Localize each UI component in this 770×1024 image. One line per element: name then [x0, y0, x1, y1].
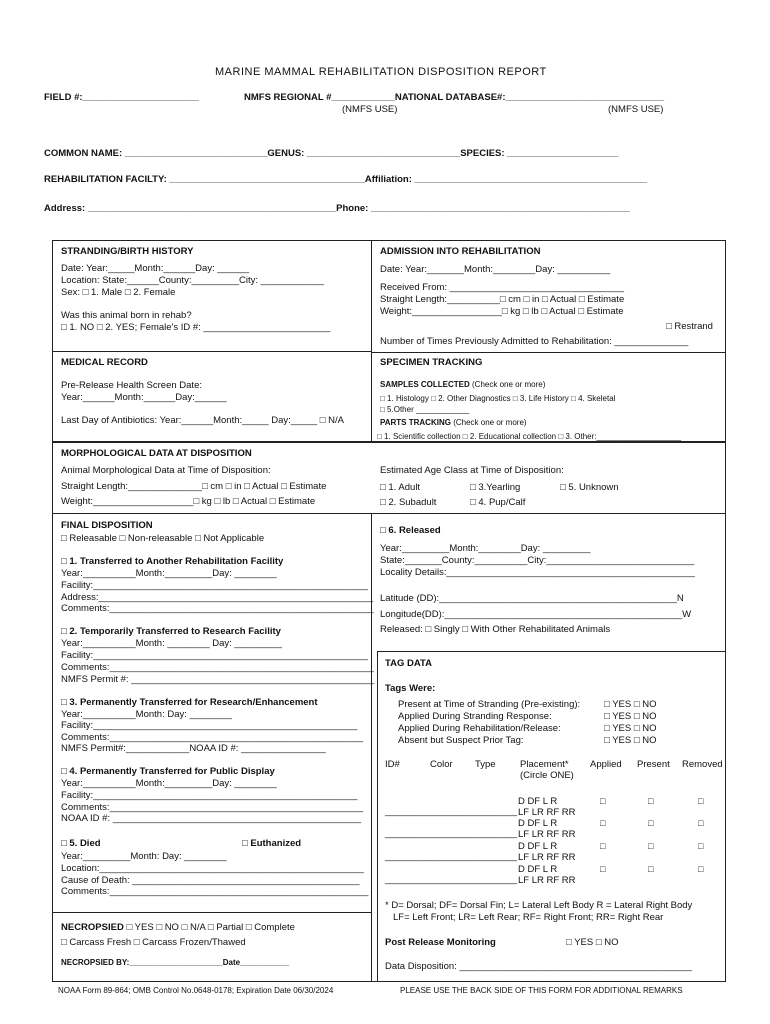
tag-row-4-place1[interactable]: D DF L R — [518, 864, 558, 875]
nmfs-use-label: (NMFS USE) — [342, 104, 398, 115]
t1-facility[interactable]: Facility:____________________________________________________ — [61, 580, 368, 591]
tag-row-1-place1[interactable]: D DF L R — [518, 796, 558, 807]
tag-row-4-applied[interactable]: □ — [600, 864, 606, 874]
tag-row-1-id[interactable]: _________________________ — [385, 806, 518, 817]
tags-were-label: Tags Were: — [385, 683, 436, 694]
longitude-field[interactable]: Longitude(DD):_____________________________________________W — [380, 609, 692, 620]
died-checkbox[interactable]: □ 5. Died — [61, 838, 101, 849]
necropsied-by[interactable]: NECROPSIED BY:_____________________Date___________ — [61, 958, 290, 967]
antibiotics-date[interactable]: Last Day of Antibiotics: Year:______Month:_____ Day:_____ □ N/A — [61, 415, 345, 426]
born-question: Was this animal born in rehab? — [61, 310, 192, 321]
nmfs-use-label-2: (NMFS USE) — [608, 104, 664, 115]
facility-field[interactable]: REHABILITATION FACILTY: _____________________________________Affiliation: ____________________________________________ — [44, 174, 647, 185]
tag-row-2-place2[interactable]: LF LR RF RR — [518, 829, 576, 840]
col-type: Type — [475, 759, 496, 770]
t2-permit[interactable]: NMFS Permit #: ______________________________________________ — [61, 674, 375, 685]
tag-row-4-removed[interactable]: □ — [698, 864, 704, 874]
tag-row-4-place2[interactable]: LF LR RF RR — [518, 875, 576, 886]
col-applied: Applied — [590, 759, 622, 770]
samples-options[interactable]: □ 1. Histology □ 2. Other Diagnostics □ 3. Life History □ 4. Skeletal — [380, 394, 616, 403]
euthanized-checkbox[interactable]: □ Euthanized — [242, 838, 302, 849]
col-circle: (Circle ONE) — [520, 770, 574, 781]
age-pup[interactable]: □ 4. Pup/Calf — [470, 497, 526, 508]
tag-title: TAG DATA — [385, 658, 432, 669]
address-field[interactable]: Address: _______________________________________________Phone: _________________________________________________ — [44, 203, 630, 214]
locality-details[interactable]: Locality Details:_______________________________________________ — [380, 567, 695, 578]
t1-comments[interactable]: Comments:__________________________________________________ — [61, 603, 374, 614]
form-title: MARINE MAMMAL REHABILITATION DISPOSITION REPORT — [215, 66, 547, 78]
transfer-1-title[interactable]: □ 1. Transferred to Another Rehabilitation Facility — [61, 556, 284, 567]
tag-q3: Applied During Rehabilitation/Release: — [398, 723, 561, 734]
t5-location[interactable]: Location:__________________________________________________ — [61, 863, 364, 874]
transfer-2-title[interactable]: □ 2. Temporarily Transferred to Research Facility — [61, 626, 281, 637]
morph-length[interactable]: Straight Length:______________□ cm □ in □ Actual □ Estimate — [61, 481, 327, 492]
t5-cause[interactable]: Cause of Death: ___________________________________________ — [61, 875, 360, 886]
final-options[interactable]: □ Releasable □ Non-releasable □ Not Applicable — [61, 533, 265, 544]
tag-row-3-applied[interactable]: □ — [600, 841, 606, 851]
tag-q2: Applied During Stranding Response: — [398, 711, 552, 722]
col-present: Present — [637, 759, 670, 770]
t4-noaa[interactable]: NOAA ID #: _______________________________________________ — [61, 813, 362, 824]
t5-comments[interactable]: Comments:_________________________________________________ — [61, 886, 369, 897]
tag-row-3-id[interactable]: _________________________ — [385, 851, 518, 862]
tag-row-2-id[interactable]: _________________________ — [385, 828, 518, 839]
t3-comments[interactable]: Comments:________________________________________________ — [61, 732, 364, 743]
tag-row-2-removed[interactable]: □ — [698, 818, 704, 828]
tag-row-4-present[interactable]: □ — [648, 864, 654, 874]
age-class-label: Estimated Age Class at Time of Disposition: — [380, 465, 564, 476]
col-id: ID# — [385, 759, 400, 770]
t3-facility[interactable]: Facility:__________________________________________________ — [61, 720, 358, 731]
post-release-label: Post Release Monitoring — [385, 937, 496, 948]
nmfs-regional-field[interactable]: NMFS REGIONAL #____________NATIONAL DATABASE#:______________________________ — [244, 92, 665, 103]
t4-comments[interactable]: Comments:________________________________________________ — [61, 802, 364, 813]
tag-footnote-1: * D= Dorsal; DF= Dorsal Fin; L= Lateral Left Body R = Lateral Right Body — [385, 900, 693, 911]
tag-row-4-id[interactable]: _________________________ — [385, 874, 518, 885]
stranding-sex[interactable]: Sex: □ 1. Male □ 2. Female — [61, 287, 176, 298]
health-screen-date[interactable]: Year:______Month:______Day:______ — [61, 392, 227, 403]
received-from[interactable]: Received From: _________________________________ — [380, 282, 625, 293]
released-date[interactable]: Year:_________Month:________Day: _________ — [380, 543, 591, 554]
samples-label: SAMPLES COLLECTED (Check one or more) — [380, 380, 546, 389]
admission-date[interactable]: Date: Year:_______Month:________Day: __________ — [380, 264, 611, 275]
common-name-field[interactable]: COMMON NAME: ___________________________GENUS: _____________________________SPECIES: _____________________ — [44, 148, 619, 159]
age-subadult[interactable]: □ 2. Subadult — [380, 497, 437, 508]
t3-permit[interactable]: NMFS Permit#:____________NOAA ID #: ________________ — [61, 743, 326, 754]
t2-date[interactable]: Year:__________Month: ________ Day: _________ — [61, 638, 282, 649]
tag-q1-yesno[interactable]: □ YES □ NO — [604, 699, 657, 710]
t2-comments[interactable]: Comments:__________________________________________________ — [61, 662, 374, 673]
data-disposition[interactable]: Data Disposition: ____________________________________________ — [385, 961, 692, 972]
born-options[interactable]: □ 1. NO □ 2. YES; Female's ID #: ________________________ — [61, 322, 331, 333]
age-yearling[interactable]: □ 3.Yearling — [470, 482, 521, 493]
times-admitted[interactable]: Number of Times Previously Admitted to Rehabilitation: ______________ — [380, 336, 689, 347]
stranding-title: STRANDING/BIRTH HISTORY — [61, 246, 194, 257]
stranding-date[interactable]: Date: Year:_____Month:______Day: ______ — [61, 263, 250, 274]
tag-q1: Present at Time of Stranding (Pre-existing): — [398, 699, 581, 710]
tag-row-1-removed[interactable]: □ — [698, 796, 704, 806]
t1-date[interactable]: Year:__________Month:_________Day: ________ — [61, 568, 277, 579]
released-checkbox[interactable]: □ 6. Released — [380, 525, 441, 536]
final-title: FINAL DISPOSITION — [61, 520, 153, 531]
col-color: Color — [430, 759, 453, 770]
t4-facility[interactable]: Facility:__________________________________________________ — [61, 790, 358, 801]
age-unknown[interactable]: □ 5. Unknown — [560, 482, 619, 493]
tag-row-3-place2[interactable]: LF LR RF RR — [518, 852, 576, 863]
medical-title: MEDICAL RECORD — [61, 357, 148, 368]
footer-instructions: PLEASE USE THE BACK SIDE OF THIS FORM FOR ADDITIONAL REMARKS — [400, 986, 683, 995]
tag-row-3-removed[interactable]: □ — [698, 841, 704, 851]
health-screen-label: Pre-Release Health Screen Date: — [61, 380, 202, 391]
transfer-3-title[interactable]: □ 3. Permanently Transferred for Research/Enhancement — [61, 697, 318, 708]
admission-weight[interactable]: Weight:_________________□ kg □ lb □ Actual □ Estimate — [380, 306, 624, 317]
specimen-title: SPECIMEN TRACKING — [380, 357, 483, 368]
admission-length[interactable]: Straight Length:__________□ cm □ in □ Actual □ Estimate — [380, 294, 625, 305]
morph-animal-label: Animal Morphological Data at Time of Disposition: — [61, 465, 271, 476]
t3-date[interactable]: Year:__________Month: Day: ________ — [61, 709, 232, 720]
carcass-options[interactable]: □ Carcass Fresh □ Carcass Frozen/Thawed — [61, 937, 246, 948]
t5-date[interactable]: Year:_________Month: Day: ________ — [61, 851, 227, 862]
tag-q2-yesno[interactable]: □ YES □ NO — [604, 711, 657, 722]
tag-row-1-place2[interactable]: LF LR RF RR — [518, 807, 576, 818]
tag-row-3-place1[interactable]: D DF L R — [518, 841, 558, 852]
field-number-field[interactable]: FIELD #:______________________ — [44, 92, 199, 103]
tag-q3-yesno[interactable]: □ YES □ NO — [604, 723, 657, 734]
tag-row-1-present[interactable]: □ — [648, 796, 654, 806]
t4-date[interactable]: Year:__________Month:_________Day: ________ — [61, 778, 277, 789]
restrand-checkbox[interactable]: □ Restrand — [666, 321, 713, 332]
divider — [372, 352, 726, 353]
tag-row-2-place1[interactable]: D DF L R — [518, 818, 558, 829]
samples-other[interactable]: □ 5.Other ____________ — [380, 405, 470, 414]
tag-q4: Absent but Suspect Prior Tag: — [398, 735, 524, 746]
released-type[interactable]: Released: □ Singly □ With Other Rehabilitated Animals — [380, 624, 611, 635]
parts-label: PARTS TRACKING (Check one or more) — [380, 418, 527, 427]
stranding-location[interactable]: Location: State:______County:_________City: ____________ — [61, 275, 325, 286]
tag-row-2-applied[interactable]: □ — [600, 818, 606, 828]
necropsied-opts-text: □ YES □ NO □ N/A □ Partial □ Complete — [126, 922, 295, 933]
morph-title: MORPHOLOGICAL DATA AT DISPOSITION — [61, 448, 252, 459]
admission-title: ADMISSION INTO REHABILITATION — [380, 246, 541, 257]
col-removed: Removed — [682, 759, 723, 770]
parts-options[interactable]: □ 1. Scientific collection □ 2. Educational collection □ 3. Other:___________________ — [377, 432, 682, 441]
released-state[interactable]: State:_______County:__________City:____________________________ — [380, 555, 695, 566]
t2-facility[interactable]: Facility:____________________________________________________ — [61, 650, 368, 661]
tag-row-1-applied[interactable]: □ — [600, 796, 606, 806]
tag-row-2-present[interactable]: □ — [648, 818, 654, 828]
necropsied-options[interactable]: NECROPSIED □ YES □ NO □ N/A □ Partial □ Complete — [61, 922, 295, 933]
tag-row-3-present[interactable]: □ — [648, 841, 654, 851]
tag-footnote-2: LF= Left Front; LR= Left Rear; RF= Right Front; RR= Right Rear — [393, 912, 664, 923]
age-adult[interactable]: □ 1. Adult — [380, 482, 421, 493]
footer-form-number: NOAA Form 89-864; OMB Control No.0648-0178; Expiration Date 06/30/2024 — [58, 986, 334, 995]
latitude-field[interactable]: Latitude (DD):_____________________________________________N — [380, 593, 684, 604]
tag-q4-yesno[interactable]: □ YES □ NO — [604, 735, 657, 746]
col-placement: Placement* — [520, 759, 569, 770]
t1-address[interactable]: Address:____________________________________________________ — [61, 592, 374, 603]
transfer-4-title[interactable]: □ 4. Permanently Transferred for Public Display — [61, 766, 275, 777]
morph-weight[interactable]: Weight:___________________□ kg □ lb □ Actual □ Estimate — [61, 496, 316, 507]
post-release-options[interactable]: □ YES □ NO — [566, 937, 619, 948]
